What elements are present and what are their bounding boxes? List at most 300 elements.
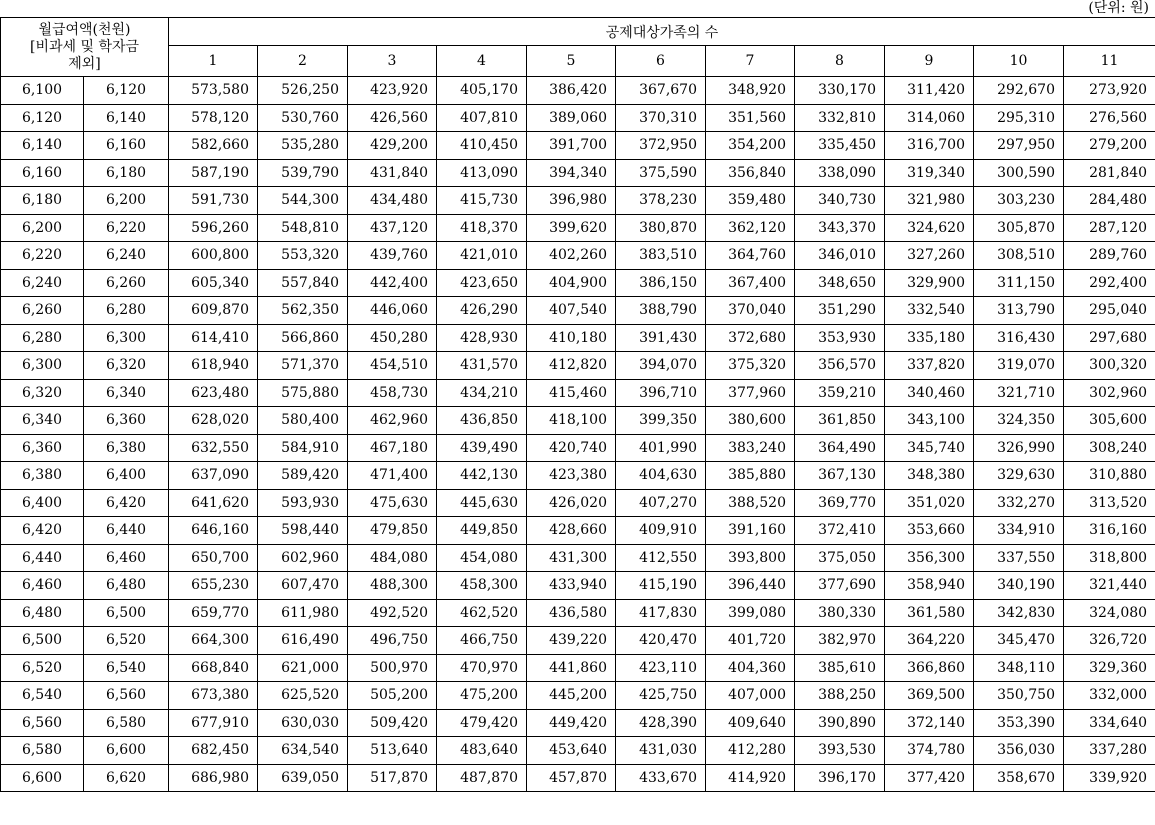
salary-to-cell: 6,380 <box>84 434 169 462</box>
tax-amount-cell: 458,730 <box>348 379 437 407</box>
salary-to-cell: 6,180 <box>84 159 169 187</box>
tax-amount-cell: 372,680 <box>706 324 795 352</box>
tax-amount-cell: 630,030 <box>258 709 348 737</box>
tax-amount-cell: 389,060 <box>527 104 616 132</box>
tax-amount-cell: 407,000 <box>706 682 795 710</box>
tax-amount-cell: 607,470 <box>258 572 348 600</box>
tax-amount-cell: 487,870 <box>437 764 527 792</box>
tax-amount-cell: 303,230 <box>974 187 1064 215</box>
tax-amount-cell: 557,840 <box>258 269 348 297</box>
tax-amount-cell: 332,540 <box>885 297 974 325</box>
tax-amount-cell: 385,880 <box>706 462 795 490</box>
tax-amount-cell: 664,300 <box>169 627 258 655</box>
tax-amount-cell: 407,810 <box>437 104 527 132</box>
tax-amount-cell: 292,400 <box>1064 269 1155 297</box>
tax-amount-cell: 338,090 <box>795 159 885 187</box>
tax-amount-cell: 578,120 <box>169 104 258 132</box>
tax-amount-cell: 284,480 <box>1064 187 1155 215</box>
tax-amount-cell: 353,390 <box>974 709 1064 737</box>
tax-amount-cell: 582,660 <box>169 132 258 160</box>
tax-amount-cell: 313,790 <box>974 297 1064 325</box>
table-body <box>1 77 1155 792</box>
tax-amount-cell: 310,880 <box>1064 462 1155 490</box>
tax-amount-cell: 386,420 <box>527 77 616 105</box>
tax-amount-cell: 605,340 <box>169 269 258 297</box>
tax-amount-cell: 544,300 <box>258 187 348 215</box>
family-count-8: 8 <box>795 46 885 77</box>
tax-amount-cell: 409,910 <box>616 517 706 545</box>
tax-amount-cell: 423,110 <box>616 654 706 682</box>
table-row <box>1 709 1155 737</box>
tax-amount-cell: 394,340 <box>527 159 616 187</box>
tax-amount-cell: 329,900 <box>885 269 974 297</box>
tax-amount-cell: 332,810 <box>795 104 885 132</box>
family-count-3: 3 <box>348 46 437 77</box>
tax-amount-cell: 313,520 <box>1064 489 1155 517</box>
tax-amount-cell: 402,260 <box>527 242 616 270</box>
tax-amount-cell: 358,670 <box>974 764 1064 792</box>
tax-amount-cell: 356,300 <box>885 544 974 572</box>
tax-amount-cell: 428,390 <box>616 709 706 737</box>
tax-amount-cell: 393,530 <box>795 737 885 765</box>
tax-amount-cell: 374,780 <box>885 737 974 765</box>
salary-to-cell: 6,320 <box>84 352 169 380</box>
tax-amount-cell: 388,790 <box>616 297 706 325</box>
tax-amount-cell: 418,100 <box>527 407 616 435</box>
tax-amount-cell: 318,800 <box>1064 544 1155 572</box>
tax-amount-cell: 337,280 <box>1064 737 1155 765</box>
tax-amount-cell: 426,020 <box>527 489 616 517</box>
tax-amount-cell: 367,400 <box>706 269 795 297</box>
tax-amount-cell: 353,930 <box>795 324 885 352</box>
tax-amount-cell: 399,620 <box>527 214 616 242</box>
salary-label-line2: [비과세 및 학자금 <box>29 38 140 55</box>
tax-amount-cell: 375,320 <box>706 352 795 380</box>
tax-amount-cell: 441,860 <box>527 654 616 682</box>
salary-from-cell: 6,320 <box>1 379 84 407</box>
salary-to-cell: 6,580 <box>84 709 169 737</box>
table-row <box>1 187 1155 215</box>
tax-amount-cell: 449,850 <box>437 517 527 545</box>
tax-amount-cell: 377,420 <box>885 764 974 792</box>
tax-amount-cell: 394,070 <box>616 352 706 380</box>
table-row <box>1 517 1155 545</box>
tax-amount-cell: 650,700 <box>169 544 258 572</box>
tax-amount-cell: 300,590 <box>974 159 1064 187</box>
tax-amount-cell: 409,640 <box>706 709 795 737</box>
tax-amount-cell: 327,260 <box>885 242 974 270</box>
tax-amount-cell: 319,070 <box>974 352 1064 380</box>
tax-amount-cell: 573,580 <box>169 77 258 105</box>
tax-amount-cell: 305,600 <box>1064 407 1155 435</box>
tax-amount-cell: 359,210 <box>795 379 885 407</box>
tax-amount-cell: 587,190 <box>169 159 258 187</box>
tax-amount-cell: 415,730 <box>437 187 527 215</box>
tax-amount-cell: 396,710 <box>616 379 706 407</box>
tax-amount-cell: 484,080 <box>348 544 437 572</box>
family-count-9: 9 <box>885 46 974 77</box>
tax-amount-cell: 431,300 <box>527 544 616 572</box>
tax-amount-cell: 420,740 <box>527 434 616 462</box>
tax-amount-cell: 316,430 <box>974 324 1064 352</box>
tax-amount-cell: 334,910 <box>974 517 1064 545</box>
tax-amount-cell: 279,200 <box>1064 132 1155 160</box>
tax-amount-cell: 369,770 <box>795 489 885 517</box>
tax-amount-cell: 414,920 <box>706 764 795 792</box>
tax-amount-cell: 330,170 <box>795 77 885 105</box>
tax-amount-cell: 367,670 <box>616 77 706 105</box>
tax-amount-cell: 625,520 <box>258 682 348 710</box>
tax-amount-cell: 571,370 <box>258 352 348 380</box>
tax-amount-cell: 364,490 <box>795 434 885 462</box>
tax-amount-cell: 410,180 <box>527 324 616 352</box>
salary-to-cell: 6,440 <box>84 517 169 545</box>
table-row <box>1 682 1155 710</box>
tax-amount-cell: 423,380 <box>527 462 616 490</box>
tax-amount-cell: 321,710 <box>974 379 1064 407</box>
tax-amount-cell: 385,610 <box>795 654 885 682</box>
tax-amount-cell: 434,210 <box>437 379 527 407</box>
table-row <box>1 352 1155 380</box>
salary-from-cell: 6,400 <box>1 489 84 517</box>
salary-to-cell: 6,500 <box>84 599 169 627</box>
tax-amount-cell: 548,810 <box>258 214 348 242</box>
tax-amount-cell: 488,300 <box>348 572 437 600</box>
tax-amount-cell: 348,380 <box>885 462 974 490</box>
tax-amount-cell: 682,450 <box>169 737 258 765</box>
tax-amount-cell: 345,740 <box>885 434 974 462</box>
tax-amount-cell: 412,550 <box>616 544 706 572</box>
family-count-11: 11 <box>1064 46 1155 77</box>
salary-from-cell: 6,600 <box>1 764 84 792</box>
tax-amount-cell: 287,120 <box>1064 214 1155 242</box>
tax-amount-cell: 415,460 <box>527 379 616 407</box>
tax-amount-cell: 431,840 <box>348 159 437 187</box>
tax-amount-cell: 390,890 <box>795 709 885 737</box>
tax-amount-cell: 361,850 <box>795 407 885 435</box>
tax-amount-cell: 410,450 <box>437 132 527 160</box>
tax-amount-cell: 372,140 <box>885 709 974 737</box>
tax-amount-cell: 342,830 <box>974 599 1064 627</box>
tax-amount-cell: 562,350 <box>258 297 348 325</box>
tax-amount-cell: 673,380 <box>169 682 258 710</box>
tax-amount-cell: 646,160 <box>169 517 258 545</box>
tax-amount-cell: 399,350 <box>616 407 706 435</box>
tax-amount-cell: 351,020 <box>885 489 974 517</box>
tax-amount-cell: 505,200 <box>348 682 437 710</box>
tax-amount-cell: 319,340 <box>885 159 974 187</box>
salary-from-cell: 6,460 <box>1 572 84 600</box>
table-row <box>1 132 1155 160</box>
family-count-7: 7 <box>706 46 795 77</box>
tax-amount-cell: 335,450 <box>795 132 885 160</box>
salary-to-cell: 6,340 <box>84 379 169 407</box>
salary-from-cell: 6,540 <box>1 682 84 710</box>
tax-amount-cell: 370,040 <box>706 297 795 325</box>
family-count-1: 1 <box>169 46 258 77</box>
tax-amount-cell: 364,220 <box>885 627 974 655</box>
tax-amount-cell: 332,270 <box>974 489 1064 517</box>
table-row <box>1 434 1155 462</box>
tax-amount-cell: 380,600 <box>706 407 795 435</box>
tax-amount-cell: 614,410 <box>169 324 258 352</box>
tax-amount-cell: 575,880 <box>258 379 348 407</box>
tax-amount-cell: 637,090 <box>169 462 258 490</box>
tax-amount-cell: 350,750 <box>974 682 1064 710</box>
salary-range-header <box>1 18 169 77</box>
tax-amount-cell: 345,470 <box>974 627 1064 655</box>
tax-amount-cell: 492,520 <box>348 599 437 627</box>
tax-amount-cell: 655,230 <box>169 572 258 600</box>
tax-amount-cell: 553,320 <box>258 242 348 270</box>
tax-amount-cell: 364,760 <box>706 242 795 270</box>
tax-amount-cell: 513,640 <box>348 737 437 765</box>
tax-amount-cell: 431,570 <box>437 352 527 380</box>
salary-from-cell: 6,300 <box>1 352 84 380</box>
salary-to-cell: 6,620 <box>84 764 169 792</box>
salary-to-cell: 6,520 <box>84 627 169 655</box>
tax-amount-cell: 580,400 <box>258 407 348 435</box>
tax-amount-cell: 273,920 <box>1064 77 1155 105</box>
tax-amount-cell: 375,050 <box>795 544 885 572</box>
unit-note: (단위: 원) <box>1088 0 1149 16</box>
tax-amount-cell: 375,590 <box>616 159 706 187</box>
tax-amount-cell: 393,800 <box>706 544 795 572</box>
tax-amount-cell: 462,960 <box>348 407 437 435</box>
tax-amount-cell: 324,080 <box>1064 599 1155 627</box>
salary-from-cell: 6,420 <box>1 517 84 545</box>
tax-amount-cell: 382,970 <box>795 627 885 655</box>
tax-amount-cell: 396,170 <box>795 764 885 792</box>
tax-amount-cell: 412,280 <box>706 737 795 765</box>
tax-amount-cell: 308,510 <box>974 242 1064 270</box>
tax-amount-cell: 321,440 <box>1064 572 1155 600</box>
salary-to-cell: 6,460 <box>84 544 169 572</box>
table-row <box>1 104 1155 132</box>
tax-amount-cell: 324,620 <box>885 214 974 242</box>
salary-to-cell: 6,420 <box>84 489 169 517</box>
salary-from-cell: 6,100 <box>1 77 84 105</box>
salary-from-cell: 6,500 <box>1 627 84 655</box>
tax-amount-cell: 526,250 <box>258 77 348 105</box>
tax-amount-cell: 471,400 <box>348 462 437 490</box>
tax-amount-cell: 632,550 <box>169 434 258 462</box>
tax-amount-cell: 405,170 <box>437 77 527 105</box>
tax-amount-cell: 413,090 <box>437 159 527 187</box>
table-header <box>1 18 1155 77</box>
tax-amount-cell: 281,840 <box>1064 159 1155 187</box>
tax-amount-cell: 358,940 <box>885 572 974 600</box>
tax-amount-cell: 348,110 <box>974 654 1064 682</box>
tax-amount-cell: 343,100 <box>885 407 974 435</box>
tax-amount-cell: 297,680 <box>1064 324 1155 352</box>
tax-amount-cell: 433,940 <box>527 572 616 600</box>
tax-amount-cell: 366,860 <box>885 654 974 682</box>
tax-amount-cell: 609,870 <box>169 297 258 325</box>
family-count-header: 공제대상가족의 수 <box>169 18 1155 46</box>
tax-amount-cell: 450,280 <box>348 324 437 352</box>
table-row <box>1 379 1155 407</box>
tax-amount-cell: 458,300 <box>437 572 527 600</box>
tax-amount-cell: 437,120 <box>348 214 437 242</box>
tax-amount-cell: 421,010 <box>437 242 527 270</box>
table-row <box>1 462 1155 490</box>
tax-amount-cell: 399,080 <box>706 599 795 627</box>
tax-amount-cell: 462,520 <box>437 599 527 627</box>
tax-amount-cell: 407,540 <box>527 297 616 325</box>
tax-amount-cell: 433,670 <box>616 764 706 792</box>
table-row <box>1 737 1155 765</box>
tax-amount-cell: 621,000 <box>258 654 348 682</box>
tax-amount-cell: 348,650 <box>795 269 885 297</box>
salary-to-cell: 6,160 <box>84 132 169 160</box>
table-row <box>1 572 1155 600</box>
tax-amount-cell: 386,150 <box>616 269 706 297</box>
tax-amount-cell: 311,150 <box>974 269 1064 297</box>
salary-from-cell: 6,280 <box>1 324 84 352</box>
tax-amount-cell: 295,310 <box>974 104 1064 132</box>
tax-amount-cell: 517,870 <box>348 764 437 792</box>
salary-from-cell: 6,480 <box>1 599 84 627</box>
tax-amount-cell: 305,870 <box>974 214 1064 242</box>
tax-amount-cell: 407,270 <box>616 489 706 517</box>
tax-amount-cell: 439,760 <box>348 242 437 270</box>
tax-amount-cell: 439,490 <box>437 434 527 462</box>
tax-amount-cell: 436,580 <box>527 599 616 627</box>
tax-amount-cell: 423,650 <box>437 269 527 297</box>
tax-amount-cell: 396,980 <box>527 187 616 215</box>
tax-amount-cell: 467,180 <box>348 434 437 462</box>
tax-amount-cell: 418,370 <box>437 214 527 242</box>
tax-amount-cell: 454,080 <box>437 544 527 572</box>
salary-to-cell: 6,480 <box>84 572 169 600</box>
family-count-6: 6 <box>616 46 706 77</box>
tax-amount-cell: 311,420 <box>885 77 974 105</box>
tax-amount-cell: 332,000 <box>1064 682 1155 710</box>
tax-amount-cell: 343,370 <box>795 214 885 242</box>
salary-from-cell: 6,240 <box>1 269 84 297</box>
tax-amount-cell: 356,840 <box>706 159 795 187</box>
table-row <box>1 214 1155 242</box>
salary-to-cell: 6,220 <box>84 214 169 242</box>
tax-amount-cell: 628,020 <box>169 407 258 435</box>
tax-amount-cell: 340,460 <box>885 379 974 407</box>
tax-amount-cell: 377,690 <box>795 572 885 600</box>
tax-amount-cell: 589,420 <box>258 462 348 490</box>
table-row <box>1 599 1155 627</box>
tax-amount-cell: 391,430 <box>616 324 706 352</box>
tax-amount-cell: 616,490 <box>258 627 348 655</box>
tax-amount-cell: 372,410 <box>795 517 885 545</box>
tax-amount-cell: 383,510 <box>616 242 706 270</box>
salary-to-cell: 6,540 <box>84 654 169 682</box>
tax-amount-cell: 367,130 <box>795 462 885 490</box>
tax-amount-cell: 470,970 <box>437 654 527 682</box>
tax-amount-cell: 426,560 <box>348 104 437 132</box>
tax-amount-cell: 289,760 <box>1064 242 1155 270</box>
tax-amount-cell: 372,950 <box>616 132 706 160</box>
salary-from-cell: 6,580 <box>1 737 84 765</box>
table-row <box>1 159 1155 187</box>
tax-amount-cell: 337,550 <box>974 544 1064 572</box>
tax-amount-cell: 420,470 <box>616 627 706 655</box>
salary-from-cell: 6,440 <box>1 544 84 572</box>
table-row <box>1 77 1155 105</box>
salary-to-cell: 6,240 <box>84 242 169 270</box>
salary-to-cell: 6,600 <box>84 737 169 765</box>
salary-from-cell: 6,360 <box>1 434 84 462</box>
tax-amount-cell: 454,510 <box>348 352 437 380</box>
family-count-4: 4 <box>437 46 527 77</box>
table-row <box>1 297 1155 325</box>
tax-amount-cell: 415,190 <box>616 572 706 600</box>
table-row <box>1 627 1155 655</box>
tax-amount-cell: 404,900 <box>527 269 616 297</box>
tax-amount-cell: 295,040 <box>1064 297 1155 325</box>
tax-amount-cell: 351,560 <box>706 104 795 132</box>
tax-amount-cell: 353,660 <box>885 517 974 545</box>
tax-amount-cell: 593,930 <box>258 489 348 517</box>
salary-from-cell: 6,180 <box>1 187 84 215</box>
tax-amount-cell: 423,920 <box>348 77 437 105</box>
tax-amount-cell: 308,240 <box>1064 434 1155 462</box>
tax-amount-cell: 602,960 <box>258 544 348 572</box>
salary-to-cell: 6,200 <box>84 187 169 215</box>
tax-amount-cell: 496,750 <box>348 627 437 655</box>
tax-amount-cell: 539,790 <box>258 159 348 187</box>
tax-amount-cell: 446,060 <box>348 297 437 325</box>
tax-amount-cell: 380,870 <box>616 214 706 242</box>
tax-amount-cell: 335,180 <box>885 324 974 352</box>
tax-amount-cell: 340,190 <box>974 572 1064 600</box>
tax-amount-cell: 292,670 <box>974 77 1064 105</box>
tax-amount-cell: 340,730 <box>795 187 885 215</box>
tax-amount-cell: 596,260 <box>169 214 258 242</box>
tax-amount-cell: 351,290 <box>795 297 885 325</box>
tax-amount-cell: 377,960 <box>706 379 795 407</box>
tax-amount-cell: 425,750 <box>616 682 706 710</box>
tax-amount-cell: 316,160 <box>1064 517 1155 545</box>
tax-amount-cell: 668,840 <box>169 654 258 682</box>
salary-from-cell: 6,340 <box>1 407 84 435</box>
tax-amount-cell: 339,920 <box>1064 764 1155 792</box>
tax-amount-cell: 457,870 <box>527 764 616 792</box>
tax-amount-cell: 378,230 <box>616 187 706 215</box>
salary-from-cell: 6,260 <box>1 297 84 325</box>
salary-to-cell: 6,280 <box>84 297 169 325</box>
tax-amount-cell: 302,960 <box>1064 379 1155 407</box>
tax-amount-cell: 479,420 <box>437 709 527 737</box>
salary-from-cell: 6,160 <box>1 159 84 187</box>
tax-amount-cell: 639,050 <box>258 764 348 792</box>
tax-amount-cell: 618,940 <box>169 352 258 380</box>
tax-amount-cell: 401,990 <box>616 434 706 462</box>
tax-amount-cell: 445,630 <box>437 489 527 517</box>
tax-amount-cell: 326,720 <box>1064 627 1155 655</box>
tax-amount-cell: 535,280 <box>258 132 348 160</box>
tax-amount-cell: 391,160 <box>706 517 795 545</box>
tax-amount-cell: 362,120 <box>706 214 795 242</box>
tax-amount-cell: 334,640 <box>1064 709 1155 737</box>
salary-from-cell: 6,220 <box>1 242 84 270</box>
tax-amount-cell: 337,820 <box>885 352 974 380</box>
tax-amount-cell: 566,860 <box>258 324 348 352</box>
salary-to-cell: 6,120 <box>84 77 169 105</box>
salary-to-cell: 6,300 <box>84 324 169 352</box>
tax-amount-cell: 449,420 <box>527 709 616 737</box>
tax-amount-cell: 354,200 <box>706 132 795 160</box>
salary-from-cell: 6,520 <box>1 654 84 682</box>
